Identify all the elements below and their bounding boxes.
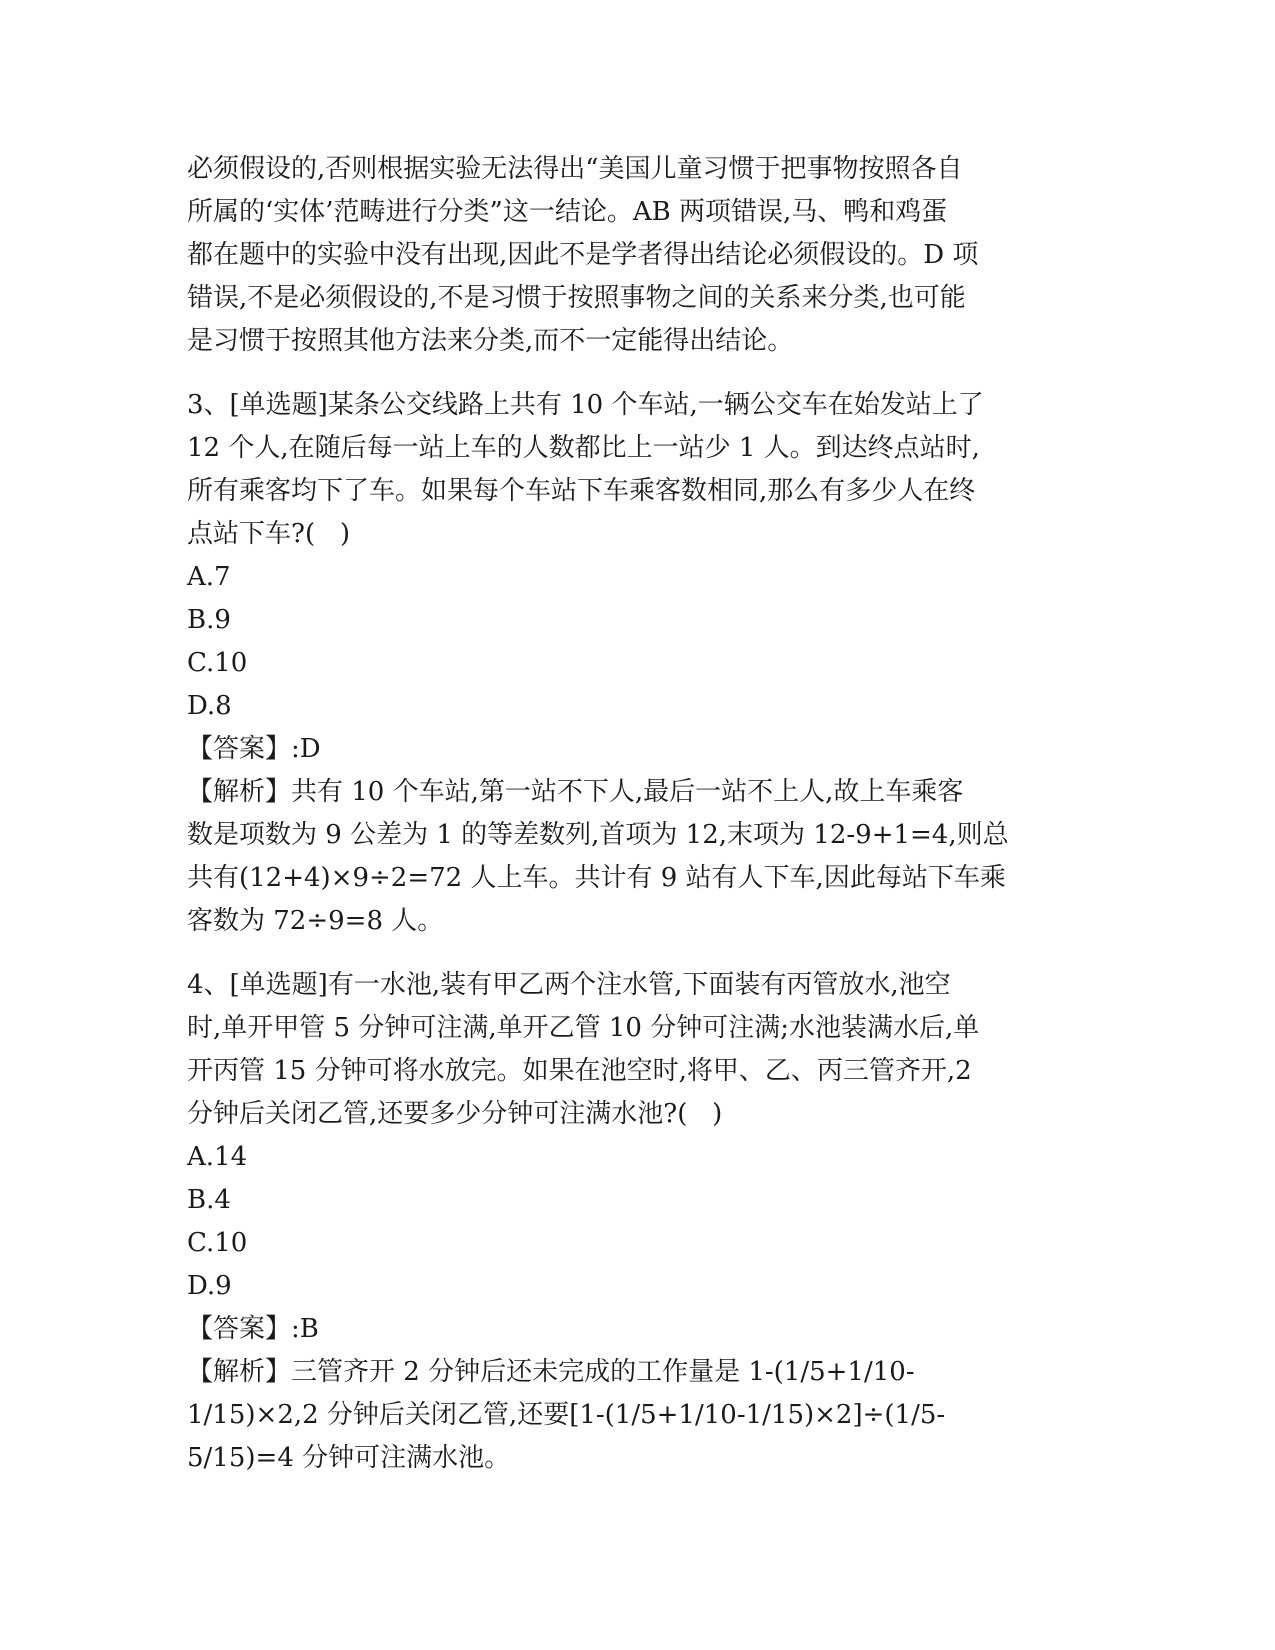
analysis-line: 客数为 72÷9=8 人。 <box>187 906 444 936</box>
spacer <box>187 943 1087 964</box>
stem-line: 3、[单选题]某条公交线路上共有 10 个车站,一辆公交车在始发站上了 <box>187 390 984 420</box>
question-4 <box>187 964 1087 1480</box>
option-b: B.4 <box>187 1185 231 1215</box>
answer-line: 【答案】:B <box>187 1314 319 1344</box>
option-a: A.7 <box>187 562 231 592</box>
option-list <box>187 1136 1087 1308</box>
option-a: A.14 <box>187 1142 248 1172</box>
page-content <box>187 148 1087 1480</box>
paragraph-line: 都在题中的实验中没有出现,因此不是学者得出结论必须假设的。D 项 <box>187 240 979 270</box>
option-d: D.8 <box>187 691 232 721</box>
question-stem <box>187 964 1087 1136</box>
stem-line: 4、[单选题]有一水池,装有甲乙两个注水管,下面装有丙管放水,池空 <box>187 970 951 1000</box>
option-c: C.10 <box>187 648 248 678</box>
stem-line: 点站下车?( ) <box>187 519 351 549</box>
paragraph-line: 所属的‘实体’范畴进行分类”这一结论。AB 两项错误,马、鸭和鸡蛋 <box>187 197 948 227</box>
analysis-line: 数是项数为 9 公差为 1 的等差数列,首项为 12,末项为 12-9+1=4,则总 <box>187 820 1009 850</box>
analysis-line: 1/15)×2,2 分钟后关闭乙管,还要[1-(1/5+1/10-1/15)×2]÷(1/5- <box>187 1400 946 1430</box>
analysis-line: 5/15)=4 分钟可注满水池。 <box>187 1443 511 1473</box>
analysis <box>187 771 1087 943</box>
question-stem <box>187 384 1087 556</box>
analysis <box>187 1351 1087 1480</box>
option-c: C.10 <box>187 1228 248 1258</box>
option-list <box>187 556 1087 728</box>
answer-line: 【答案】:D <box>187 734 321 764</box>
stem-line: 时,单开甲管 5 分钟可注满,单开乙管 10 分钟可注满;水池装满水后,单 <box>187 1013 980 1043</box>
analysis-line: 【解析】三管齐开 2 分钟后还未完成的工作量是 1-(1/5+1/10- <box>187 1357 915 1387</box>
option-d: D.9 <box>187 1271 232 1301</box>
paragraph-line: 错误,不是必须假设的,不是习惯于按照事物之间的关系来分类,也可能 <box>187 283 966 313</box>
spacer <box>187 363 1087 384</box>
paragraph-line: 必须假设的,否则根据实验无法得出“美国儿童习惯于把事物按照各自 <box>187 154 963 184</box>
stem-line: 分钟后关闭乙管,还要多少分钟可注满水池?( ) <box>187 1099 723 1129</box>
stem-line: 12 个人,在随后每一站上车的人数都比上一站少 1 人。到达终点站时, <box>187 433 980 463</box>
continuation-paragraph <box>187 148 1087 363</box>
analysis-line: 【解析】共有 10 个车站,第一站不下人,最后一站不上人,故上车乘客 <box>187 777 964 807</box>
question-3 <box>187 384 1087 943</box>
stem-line: 开丙管 15 分钟可将水放完。如果在池空时,将甲、乙、丙三管齐开,2 <box>187 1056 972 1086</box>
stem-line: 所有乘客均下了车。如果每个车站下车乘客数相同,那么有多少人在终 <box>187 476 976 506</box>
option-b: B.9 <box>187 605 231 635</box>
analysis-line: 共有(12+4)×9÷2=72 人上车。共计有 9 站有人下车,因此每站下车乘 <box>187 863 1006 893</box>
paragraph-line: 是习惯于按照其他方法来分类,而不一定能得出结论。 <box>187 326 794 356</box>
